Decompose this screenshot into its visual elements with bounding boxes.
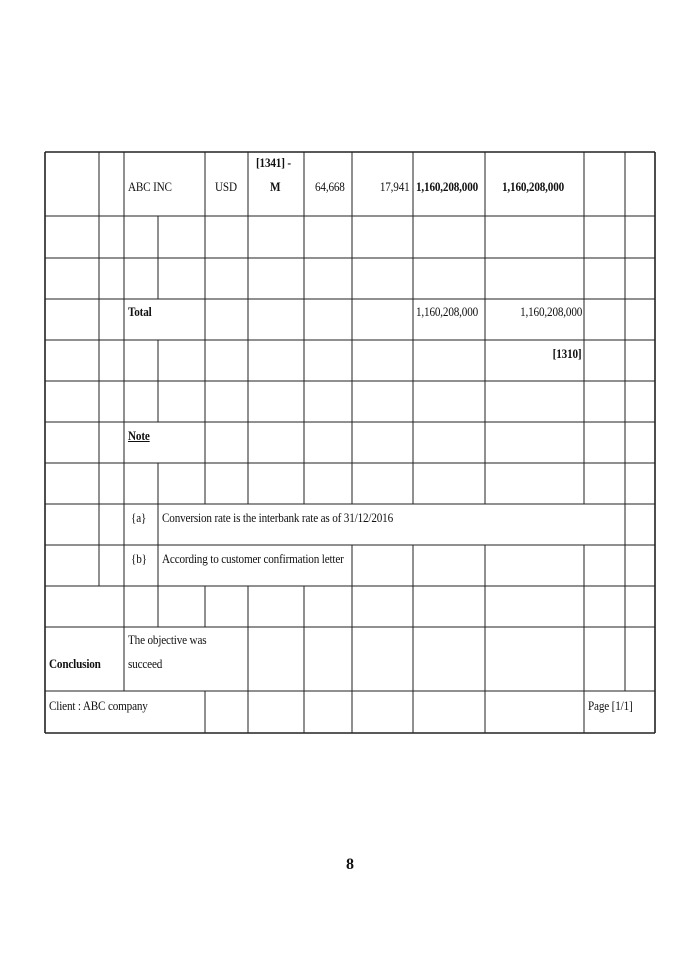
note-key-a: {a} [131,510,147,525]
reference-code-line2: M [270,179,281,194]
page-number: 8 [346,856,354,873]
confirmed-amount: 1,160,208,000 [502,179,565,194]
currency-code: USD [215,179,237,194]
client-label: Client : ABC company [49,698,148,713]
total-confirmed-amount: 1,160,208,000 [519,304,582,319]
note-text-a: Conversion rate is the interbank rate as of 31/12/2016 [162,510,394,525]
exchange-rate: 17,941 [380,179,410,194]
note-text-b: According to customer confirmation letter [162,551,344,566]
total-reference-code: [1310] [552,346,581,361]
page-indicator: Page [1/1] [588,698,633,713]
conclusion-text-line1: The objective was [128,632,207,647]
note-heading: Note [128,428,150,443]
counterparty-name: ABC INC [128,179,172,194]
total-label: Total [128,304,152,319]
note-key-b: {b} [131,551,147,566]
reference-code-line1: [1341] - [256,155,291,170]
conclusion-text-line2: succeed [128,656,163,671]
total-book-amount: 1,160,208,000 [416,304,479,319]
foreign-currency-amount: 64,668 [315,179,345,194]
conclusion-label: Conclusion [49,656,101,671]
book-amount: 1,160,208,000 [416,179,479,194]
